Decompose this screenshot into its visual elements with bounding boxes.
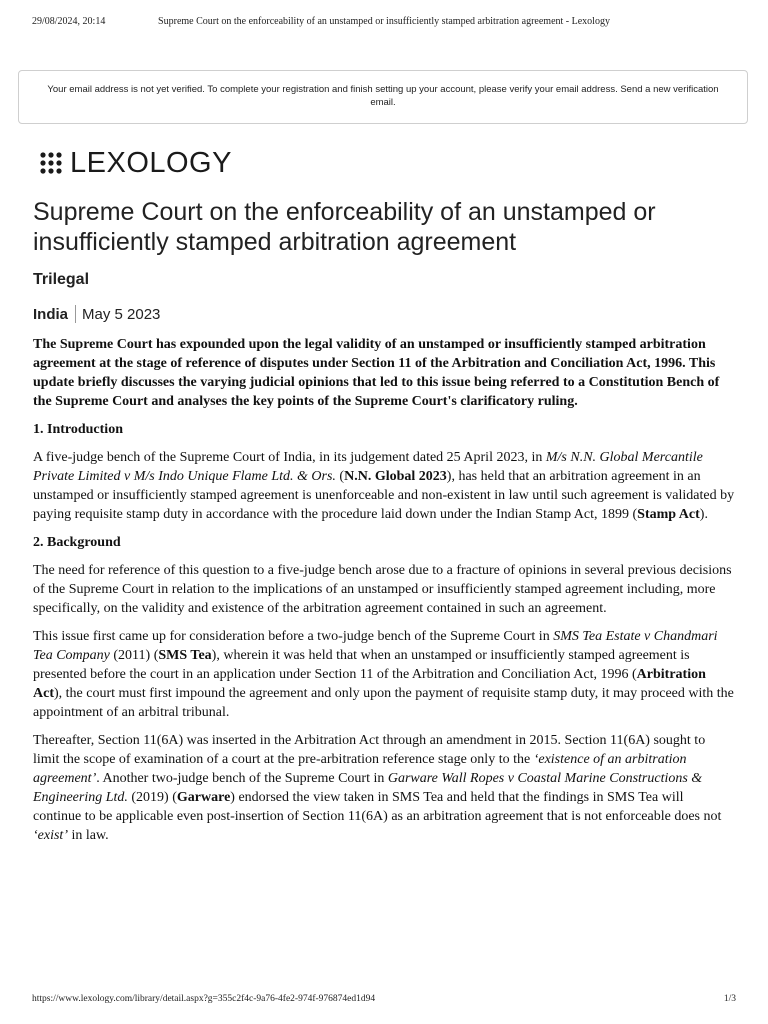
article-author[interactable]: Trilegal — [33, 271, 90, 288]
page-number: 1/3 — [723, 994, 736, 1004]
meta-divider — [75, 305, 76, 323]
paragraph-background-1: The need for reference of this question to a five-judge bench arose due to a fracture of opinions in several previous decisions of the Supreme Court in relation to the implications of an unstamped or insufficiently stamped agreement including, more specifically, on the validity and existence of the arbitration agreement contained in such an agreement. — [33, 563, 732, 616]
paragraph-background-2: This issue first came up for consideration before a two-judge bench of the Supreme Court in SMS Tea Estate v Chandmari Tea Company (2011) (SMS Tea), wherein it was held that when an unstamped or insufficiently stamped agreement is presented before the court in an application under Section 11 of the Arbitration and Conciliation Act, 1996 (Arbitration Act), the court must first impound the agreement and only upon the payment of requisite stamp duty, it may proceed with the appointment of an arbitral tribunal. — [33, 629, 734, 720]
jurisdiction[interactable]: India — [33, 305, 69, 323]
logo-wordmark: LEXOLOGY — [70, 147, 232, 179]
defined-term: SMS Tea — [158, 648, 212, 663]
section-heading-introduction: 1. Introduction — [33, 422, 123, 437]
paragraph-background-3: Thereafter, Section 11(6A) was inserted in the Arbitration Act through an amendment in 2015. Section 11(6A) sought to limit the scope of examination of a court at the pre-arbitration reference stage only to the ‘existence of an arbitration agreement’. Another two-judge bench of the Supreme Court in Garware Wall Ropes v Coastal Marine Constructions & Engineering Ltd. (2019) (Garware) endorsed the view taken in SMS Tea and held that the findings in SMS Tea will continue to be applicable even post-insertion of Section 11(6A) as an arbitration agreement that is not enforceable does not ‘exist’ in law. — [33, 733, 722, 843]
section-heading-background: 2. Background — [33, 535, 121, 550]
quoted-phrase: ‘existence of an arbitration agreement’ — [33, 752, 687, 786]
article-headline: Supreme Court on the enforceability of an unstamped or insufficiently stamped arbitration agreement — [33, 198, 656, 256]
print-page-title: Supreme Court on the enforceability of an unstamped or insufficiently stamped arbitration agreement - Lexology — [158, 16, 610, 27]
article-lead: The Supreme Court has expounded upon the legal validity of an unstamped or insufficiently stamped arbitration agreement at the stage of reference of disputes under Section 11 of the Arbitration and Conciliation Act, 1996. This update briefly discusses the varying judicial opinions that led to this issue being referred to a Constitution Bench of the Supreme Court and analyses the key points of the Supreme Court's clarificatory ruling. — [33, 337, 720, 409]
defined-term: Garware — [176, 790, 231, 805]
defined-term: N.N. Global 2023 — [344, 469, 447, 484]
grid-dots-icon — [40, 152, 62, 174]
article-body — [33, 335, 735, 854]
case-name: M/s N.N. Global Mercantile Private Limited v M/s Indo Unique Flame Ltd. & Ors. — [33, 450, 703, 484]
email-verification-notice — [18, 70, 748, 124]
paragraph-introduction: A five-judge bench of the Supreme Court of India, in its judgement dated 25 April 2023, in M/s N.N. Global Mercantile Private Limited v M/s Indo Unique Flame Ltd. & Ors. (N.N. Global 2023), has held that an arbitration agreement in an unstamped or insufficiently stamped agreement is unenforceable and non-existent in law until such agreement is validated by paying requisite stamp duty in accordance with the procedure laid down under the Indian Stamp Act, 1899 (Stamp Act). — [33, 450, 735, 522]
quoted-phrase: ‘exist’ — [33, 828, 68, 843]
article-meta — [33, 305, 160, 323]
defined-term: Arbitration Act — [33, 667, 706, 701]
page-url: https://www.lexology.com/library/detail.aspx?g=355c2f4c-9a76-4fe2-974f-976874ed1d94 — [32, 994, 376, 1004]
print-footer — [32, 994, 736, 1004]
lexology-logo[interactable] — [40, 148, 232, 178]
print-datetime: 29/08/2024, 20:14 — [32, 16, 106, 27]
print-header — [32, 16, 736, 27]
article-date: May 5 2023 — [82, 305, 161, 323]
defined-term: Stamp Act — [637, 507, 700, 522]
case-name: SMS Tea Estate v Chandmari Tea Company — [33, 629, 718, 663]
notice-text: Your email address is not yet verified. To complete your registration and finish setting up your account, please verify your email address. Send a new verification email. — [47, 84, 719, 108]
case-name: Garware Wall Ropes v Coastal Marine Constructions & Engineering Ltd. — [33, 771, 703, 805]
